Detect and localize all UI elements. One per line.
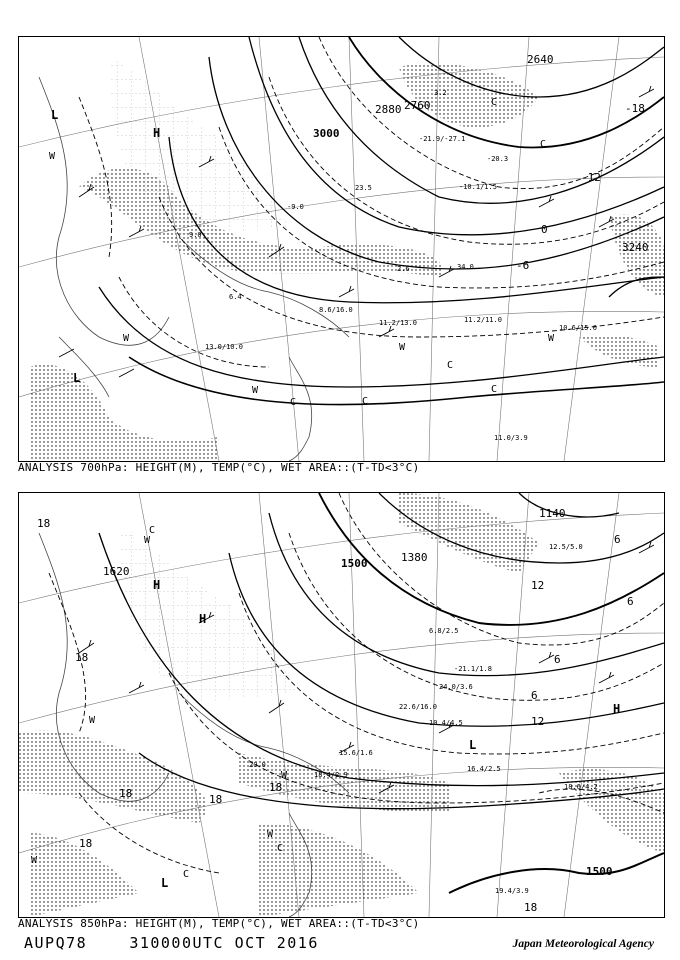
station-value: 34.0 xyxy=(457,263,474,271)
station-value: 16.4/2.5 xyxy=(467,765,501,773)
height-label: 3240 xyxy=(622,241,649,254)
height-label: 1380 xyxy=(401,551,428,564)
warm-mark: W xyxy=(89,715,96,726)
isotherm-label: 18 xyxy=(79,837,93,850)
isotherm-label: 18 xyxy=(119,787,133,800)
station-value: -9.0 xyxy=(287,203,304,211)
warm-mark: W xyxy=(252,385,259,396)
cold-mark: C xyxy=(491,97,498,108)
station-value: 11.2/13.0 xyxy=(379,319,417,327)
low-850-southwest: L xyxy=(161,876,169,890)
station-value: 11.2/11.0 xyxy=(464,316,502,324)
warm-mark: W xyxy=(144,535,151,546)
station-value: 10.4/4.5 xyxy=(429,719,463,727)
isotherm-label: 12 xyxy=(531,715,545,728)
station-value: 10.6/15.0 xyxy=(559,324,597,332)
isotherm-label: -18 xyxy=(625,102,645,115)
valid-time: 310000UTC OCT 2016 xyxy=(129,934,319,952)
height-label: 2640 xyxy=(527,53,554,66)
warm-mark: W xyxy=(548,333,555,344)
isotherm-label: 6 xyxy=(531,689,538,702)
isotherm-label: 18 xyxy=(524,901,538,914)
station-value: 11.0/3.9 xyxy=(494,434,528,442)
cold-mark: C xyxy=(447,360,454,371)
isotherm-label: 6 xyxy=(614,533,621,546)
station-value: 8.6/16.0 xyxy=(319,306,353,314)
station-value: -21.1/1.8 xyxy=(454,665,492,673)
station-value: -20.3 xyxy=(487,155,509,163)
cold-mark: C xyxy=(149,525,156,536)
warm-mark: W xyxy=(267,829,274,840)
height-label: 3000 xyxy=(313,127,340,140)
low-850-central: L xyxy=(469,738,477,752)
high-850-central: H xyxy=(199,612,207,626)
high-850-west: H xyxy=(153,578,161,592)
station-value: 6.4 xyxy=(229,293,242,301)
station-value: 12.5/5.0 xyxy=(549,543,583,551)
product-code: AUPQ78 xyxy=(24,934,88,952)
warm-mark: W xyxy=(123,333,130,344)
map-700-graphics xyxy=(19,37,664,461)
agency-name: Japan Meteorological Agency xyxy=(512,938,654,950)
warm-mark: W xyxy=(49,151,56,162)
isotherm-label: 18 xyxy=(209,793,223,806)
height-label: 1500 xyxy=(341,557,368,570)
station-value: 22.6/16.0 xyxy=(399,703,437,711)
warm-mark: W xyxy=(281,770,288,781)
cold-mark: C xyxy=(491,384,498,395)
product-header xyxy=(24,934,319,952)
map-850-graphics xyxy=(19,493,664,917)
map-panel-700hpa xyxy=(18,36,665,462)
map-panel-850hpa xyxy=(18,492,665,918)
low-700-west: L xyxy=(51,108,59,122)
isotherm-label: 6 xyxy=(554,653,561,666)
station-value: 24.0/3.6 xyxy=(439,683,473,691)
isotherm-label: 0 xyxy=(541,223,548,236)
station-value: 18.6/4.2 xyxy=(564,783,598,791)
caption-850hpa: ANALYSIS 850hPa: HEIGHT(M), TEMP(°C), WET AREA::(T-TD<3°C) xyxy=(18,917,420,930)
station-value: 19.4/3.9 xyxy=(495,887,529,895)
height-label: 1500 xyxy=(586,865,613,878)
station-value: 3.2 xyxy=(434,89,447,97)
cold-mark: C xyxy=(362,396,369,407)
high-850-east: H xyxy=(613,702,621,716)
height-label: 2760 xyxy=(404,99,431,112)
station-value: 2.6 xyxy=(397,265,410,273)
cold-mark: C xyxy=(183,869,190,880)
isotherm-label: -12 xyxy=(581,171,601,184)
isotherm-label: 18 xyxy=(75,651,89,664)
cold-mark: C xyxy=(277,843,284,854)
station-value: 18.4/2.9 xyxy=(314,771,348,779)
height-label: 2880 xyxy=(375,103,402,116)
cold-mark: C xyxy=(290,397,297,408)
station-value: 20.0 xyxy=(249,761,266,769)
isotherm-label: -6 xyxy=(516,259,530,272)
isotherm-label: 6 xyxy=(627,595,634,608)
isotherm-label: 18 xyxy=(269,781,283,794)
station-value: 15.6/1.6 xyxy=(339,749,373,757)
station-value: 9.0 xyxy=(189,231,202,239)
isotherm-label: 18 xyxy=(37,517,51,530)
warm-mark: W xyxy=(31,855,38,866)
cold-mark: C xyxy=(540,139,547,150)
height-label: 1620 xyxy=(103,565,130,578)
isotherm-label: 12 xyxy=(531,579,545,592)
high-700-west: H xyxy=(153,126,161,140)
station-value: -10.1/1.5 xyxy=(459,183,497,191)
warm-mark: W xyxy=(399,342,406,353)
land-grid-850 xyxy=(119,523,299,703)
caption-700hpa: ANALYSIS 700hPa: HEIGHT(M), TEMP(°C), WET AREA::(T-TD<3°C) xyxy=(18,461,420,474)
station-value: 6.8/2.5 xyxy=(429,627,459,635)
station-value: 13.0/10.0 xyxy=(205,343,243,351)
low-700-southwest: L xyxy=(73,371,81,385)
station-value: 23.5 xyxy=(355,184,372,192)
station-value: -21.9/-27.1 xyxy=(419,135,466,143)
height-label: 1140 xyxy=(539,507,566,520)
